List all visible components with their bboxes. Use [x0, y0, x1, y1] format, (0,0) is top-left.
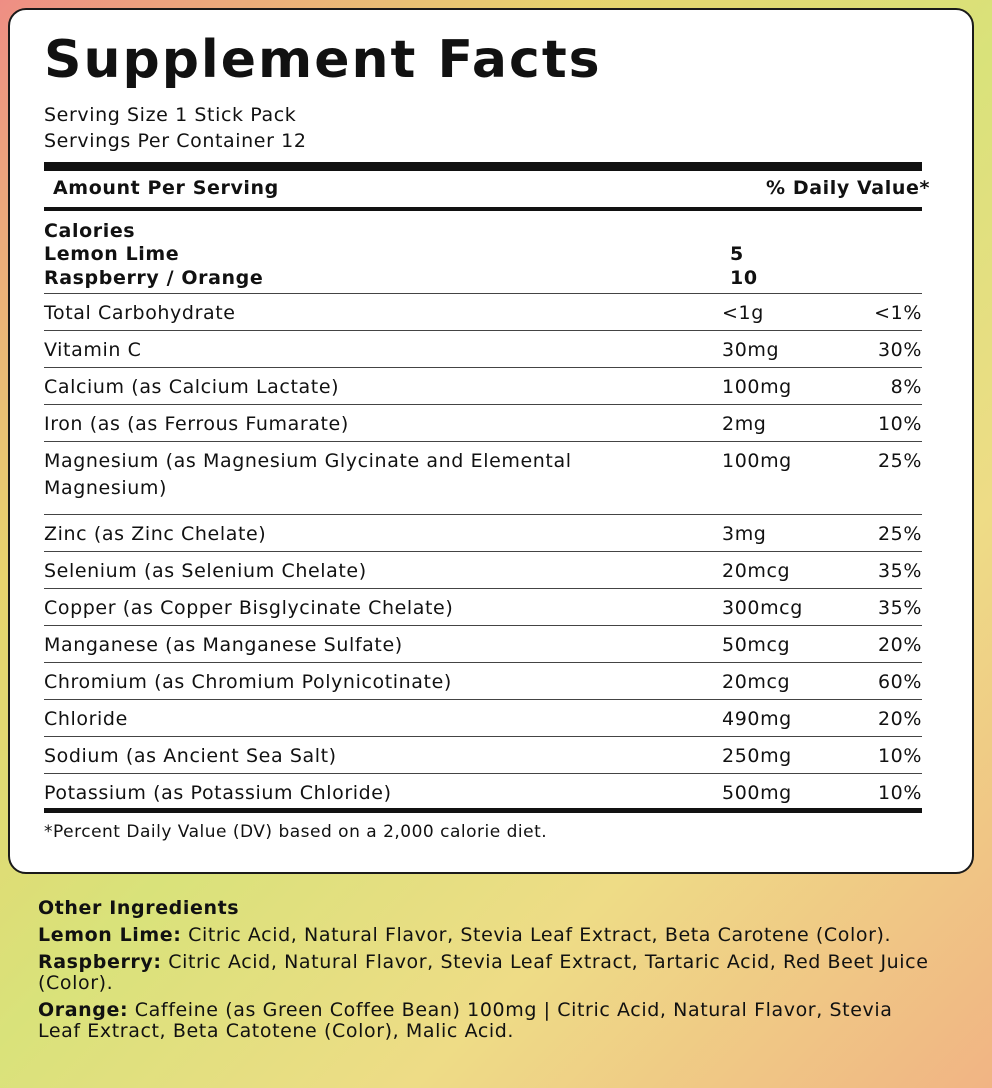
nutrient-daily-value: 30% [877, 339, 922, 361]
nutrient-daily-value: 25% [877, 450, 922, 472]
calories-flavor-value: 5 [730, 243, 744, 265]
nutrient-row [44, 368, 922, 405]
nutrient-amount: 250mg [722, 745, 792, 767]
nutrient-amount: 30mg [722, 339, 780, 361]
nutrient-amount: 20mcg [722, 671, 791, 693]
nutrient-amount: <1g [722, 302, 764, 324]
calories-row [44, 211, 922, 294]
nutrient-daily-value: 20% [877, 708, 922, 730]
nutrient-row [44, 663, 922, 700]
nutrient-amount: 50mcg [722, 634, 791, 656]
nutrient-name: Selenium (as Selenium Chelate) [44, 560, 367, 582]
nutrient-row [44, 294, 922, 331]
servings-per-container: Servings Per Container 12 [44, 130, 307, 152]
ingredient-list: Caffeine (as Green Coffee Bean) 100mg | Citric Acid, Natural Flavor, Stevia Leaf Extract, Beta Catotene (Color), Malic Acid. [38, 999, 893, 1042]
nutrient-row [44, 552, 922, 589]
other-ingredients [38, 898, 938, 1048]
thick-rule-top [44, 162, 922, 171]
nutrient-daily-value: 10% [877, 413, 922, 435]
calories-flavor-name: Lemon Lime [44, 243, 180, 265]
nutrient-row [44, 405, 922, 442]
nutrient-daily-value: <1% [874, 302, 922, 324]
daily-value-footnote: *Percent Daily Value (DV) based on a 2,000 calorie diet. [44, 822, 548, 842]
nutrient-daily-value: 35% [877, 597, 922, 619]
nutrient-daily-value: 20% [877, 634, 922, 656]
page-title: Supplement Facts [44, 30, 602, 90]
thick-rule-bottom [44, 808, 922, 813]
nutrient-amount: 490mg [722, 708, 792, 730]
calories-flavor-value: 10 [730, 267, 758, 289]
nutrient-amount: 300mcg [722, 597, 803, 619]
nutrient-name: Potassium (as Potassium Chloride) [44, 782, 392, 804]
ingredient-flavor: Orange: [38, 999, 129, 1021]
nutrient-daily-value: 25% [877, 523, 922, 545]
nutrient-name: Sodium (as Ancient Sea Salt) [44, 745, 337, 767]
serving-size: Serving Size 1 Stick Pack [44, 104, 297, 126]
nutrient-name: Chromium (as Chromium Polynicotinate) [44, 671, 452, 693]
daily-value-header: % Daily Value* [765, 177, 930, 199]
nutrient-name: Magnesium (as Magnesium Glycinate and Elemental Magnesium) [44, 450, 572, 499]
nutrient-name: Copper (as Copper Bisglycinate Chelate) [44, 597, 454, 619]
nutrient-row [44, 700, 922, 737]
ingredient-list: Citric Acid, Natural Flavor, Stevia Leaf Extract, Tartaric Acid, Red Beet Juice (Color). [38, 951, 929, 994]
nutrient-daily-value: 8% [890, 376, 922, 398]
nutrient-daily-value: 60% [877, 671, 922, 693]
ingredient-lemon-lime [38, 925, 938, 946]
nutrient-row [44, 737, 922, 774]
nutrient-name: Zinc (as Zinc Chelate) [44, 523, 267, 545]
other-ingredients-title: Other Ingredients [38, 897, 240, 919]
nutrient-row [44, 626, 922, 663]
ingredient-list: Citric Acid, Natural Flavor, Stevia Leaf Extract, Beta Carotene (Color). [181, 924, 892, 946]
ingredient-flavor: Lemon Lime: [38, 924, 182, 946]
nutrient-name: Vitamin C [44, 339, 142, 361]
nutrient-row [44, 515, 922, 552]
nutrient-row [44, 774, 922, 811]
nutrient-name: Chloride [44, 708, 128, 730]
nutrient-row [44, 331, 922, 368]
calories-flavor-name: Raspberry / Orange [44, 267, 264, 289]
nutrient-name: Calcium (as Calcium Lactate) [44, 376, 340, 398]
ingredient-orange [38, 1000, 938, 1042]
nutrient-amount: 2mg [722, 413, 767, 435]
nutrient-amount: 20mcg [722, 560, 791, 582]
nutrient-daily-value: 10% [877, 745, 922, 767]
ingredient-flavor: Raspberry: [38, 951, 162, 973]
calories-label: Calories [44, 220, 136, 242]
nutrient-amount: 100mg [722, 450, 792, 472]
nutrient-daily-value: 35% [877, 560, 922, 582]
nutrient-amount: 500mg [722, 782, 792, 804]
amount-per-serving-header: Amount Per Serving [53, 177, 279, 199]
nutrient-name: Total Carbohydrate [44, 302, 236, 324]
nutrient-row [44, 589, 922, 626]
nutrient-name: Manganese (as Manganese Sulfate) [44, 634, 403, 656]
nutrient-daily-value: 10% [877, 782, 922, 804]
nutrient-amount: 100mg [722, 376, 792, 398]
nutrient-amount: 3mg [722, 523, 767, 545]
nutrient-row [44, 442, 922, 515]
ingredient-raspberry [38, 952, 938, 994]
nutrient-name: Iron (as (as Ferrous Fumarate) [44, 413, 349, 435]
